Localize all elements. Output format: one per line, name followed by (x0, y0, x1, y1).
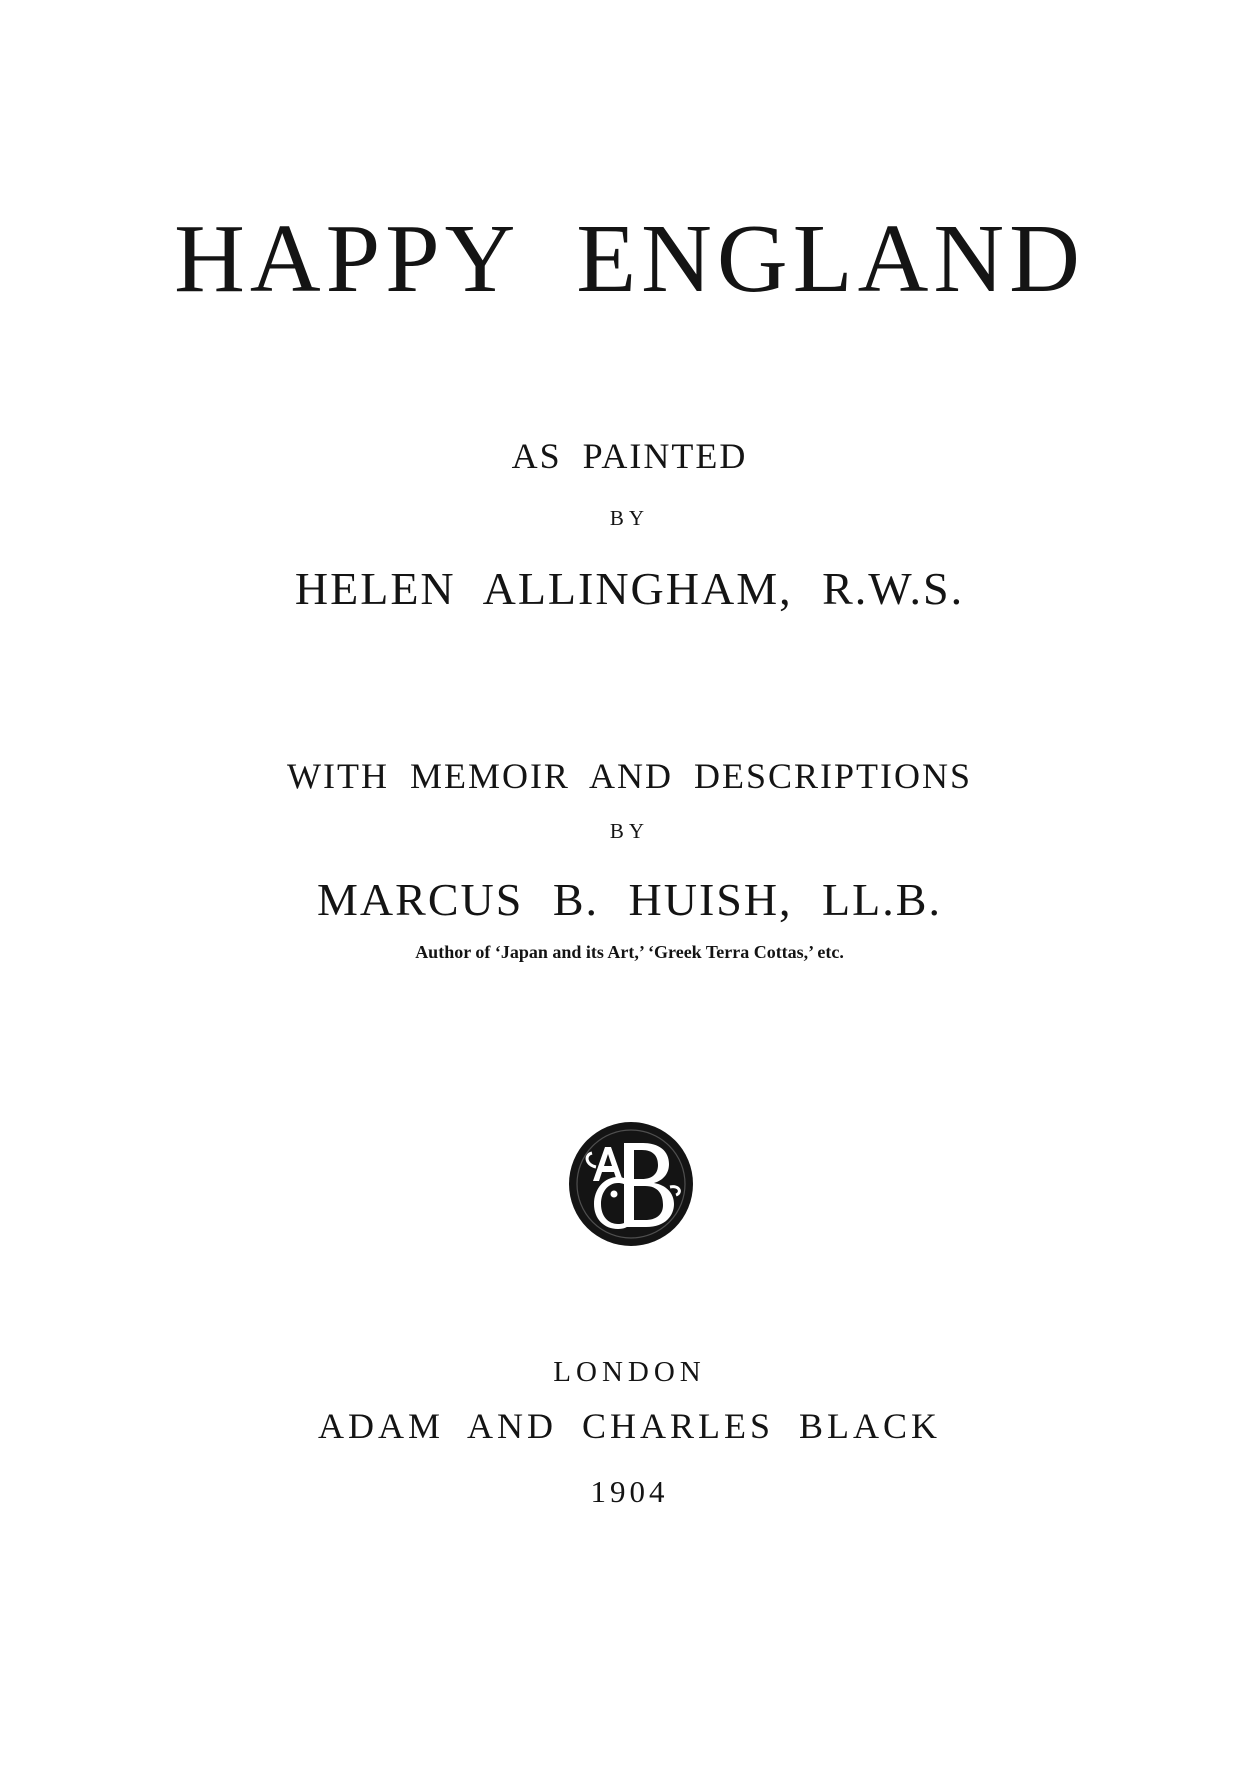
artist-name: HELEN ALLINGHAM, R.W.S. (294, 563, 965, 614)
imprint-year: 1904 (590, 1474, 669, 1509)
author-name: MARCUS B. HUISH, LL.B. (317, 874, 942, 925)
publisher-monogram-icon (566, 1119, 696, 1249)
author-credit: Author of ‘Japan and its Art,’ ‘Greek Terra Cottas,’ etc. (415, 942, 844, 962)
as-painted-line: AS PAINTED (511, 436, 748, 476)
book-title: HAPPY ENGLAND (174, 205, 1085, 313)
imprint-publisher: ADAM AND CHARLES BLACK (317, 1406, 942, 1446)
imprint-place: LONDON (553, 1356, 706, 1388)
memoir-line: WITH MEMOIR AND DESCRIPTIONS (286, 756, 972, 796)
by-line-artist: BY (609, 506, 650, 530)
by-line-author: BY (609, 819, 650, 843)
